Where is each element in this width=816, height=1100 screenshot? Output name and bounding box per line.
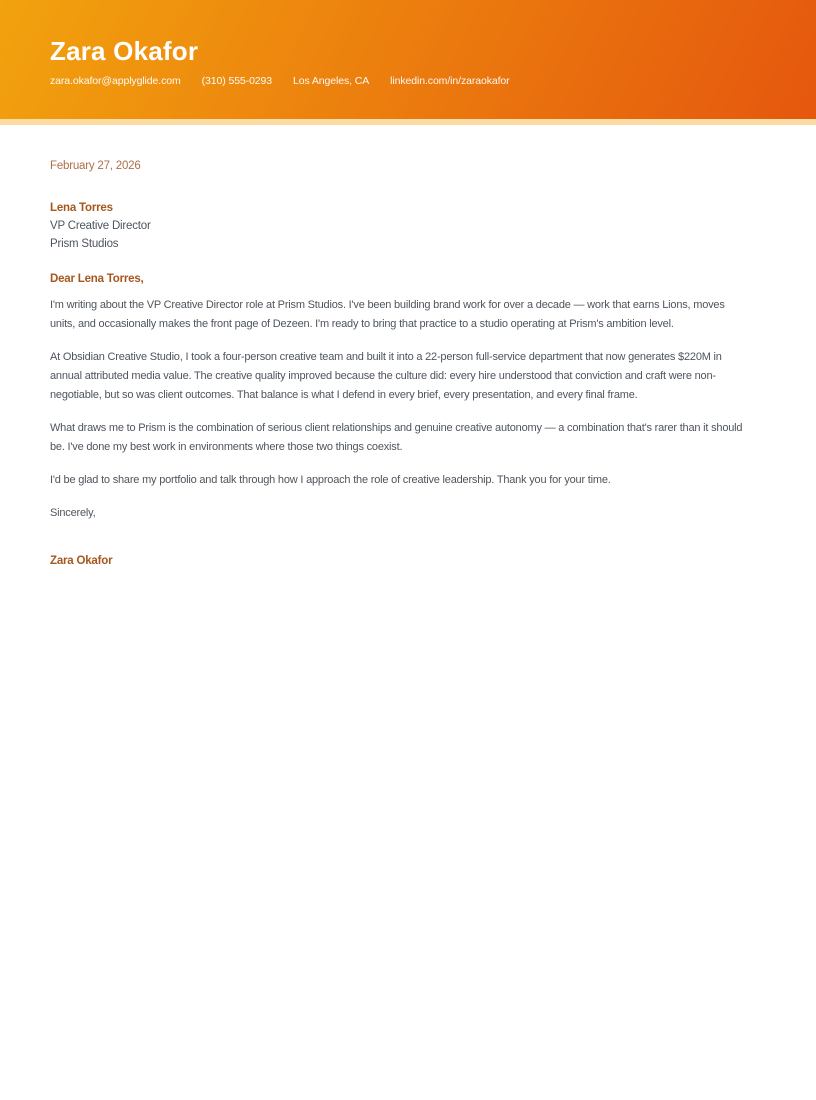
signature-name: Zara Okafor (50, 555, 113, 567)
body-paragraph-3: What draws me to Prism is the combination of serious client relationships and genuine creative autonomy — a combination that's rarer than it should be. I've done my best work in environments where those two things coexist. (50, 422, 743, 453)
contact-linkedin: linkedin.com/in/zaraokafor (390, 75, 510, 87)
recipient-company: Prism Studios (50, 238, 119, 250)
contact-phone: (310) 555-0293 (201, 75, 273, 87)
letter-header (0, 0, 816, 125)
letter-body (0, 125, 816, 571)
contact-row (50, 73, 751, 89)
salutation: Dear Lena Torres, (50, 273, 144, 285)
contact-location: Los Angeles, CA (293, 75, 370, 87)
body-paragraph-4: I'd be glad to share my portfolio and talk through how I approach the role of creative leadership. Thank you for your time. (50, 474, 611, 486)
recipient-name: Lena Torres (50, 202, 113, 214)
closing: Sincerely, (50, 507, 96, 519)
body-paragraph-1: I'm writing about the VP Creative Director role at Prism Studios. I've been building brand work for over a decade — work that earns Lions, moves units, and occasionally makes the front page of Dezeen. I'm ready to bring that practice to a studio operating at Prism's ambition level. (50, 299, 725, 330)
recipient-title: VP Creative Director (50, 220, 151, 232)
sender-name: Zara Okafor (50, 36, 199, 66)
recipient-block (50, 199, 751, 253)
letter-date: February 27, 2026 (50, 160, 141, 172)
contact-email: zara.okafor@applyglide.com (50, 75, 181, 87)
body-paragraph-2: At Obsidian Creative Studio, I took a four-person creative team and built it into a 22-person full-service department that now generates $220M in annual attributed media value. The creative quality improved because the culture did: every hire understood that conviction and craft were non-negotiable, but so was client outcomes. That balance is what I defend in every brief, every presentation, and every final frame. (50, 351, 722, 401)
